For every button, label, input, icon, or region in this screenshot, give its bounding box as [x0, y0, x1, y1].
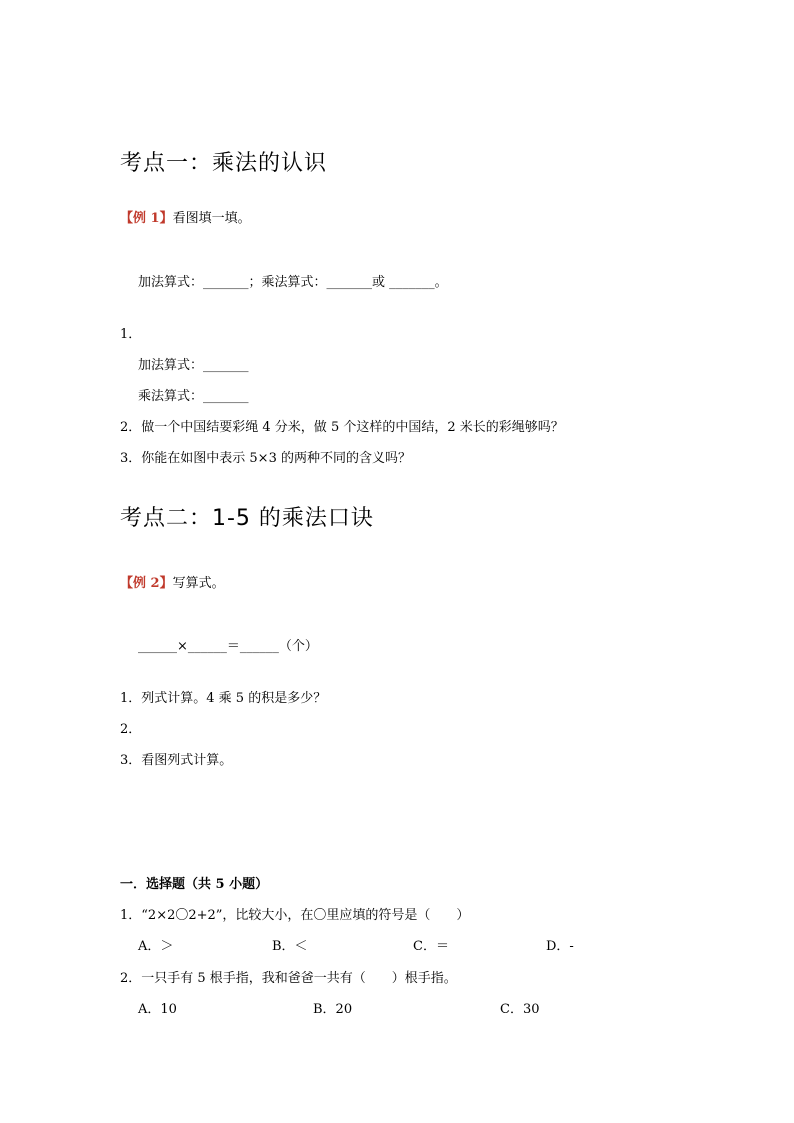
example1-fill-line: 加法算式：_______；乘法算式：_______或 _______。: [138, 275, 448, 290]
example2-line: [120, 572, 225, 591]
s1-q3: 3．你能在如图中表示 5×3 的两种不同的含义吗？: [120, 451, 411, 466]
example1-line: [120, 207, 251, 226]
example2-tag: 【例 2】: [120, 576, 173, 591]
section2-title: 考点二：1-5 的乘法口诀: [120, 506, 374, 531]
choice-q1-option-b: B．＜: [272, 939, 308, 954]
choice-q2: 2．一只手有 5 根手指，我和爸爸一共有（ ）根手指。: [120, 971, 457, 986]
example2-fill-line: ______×______＝______（个）: [138, 639, 318, 654]
s2-q3: 3．看图列式计算。: [120, 753, 233, 768]
choice-q2-option-b: B．20: [313, 1002, 353, 1017]
s2-q2: 2．: [120, 722, 142, 737]
choice-q2-option-c: C．30: [500, 1002, 540, 1017]
choice-q2-option-a: A．10: [138, 1002, 177, 1017]
choice-q1: 1．“2×2〇2+2”，比较大小，在〇里应填的符号是（ ）: [120, 908, 470, 923]
s1-q1-multiplication: 乘法算式：_______: [138, 389, 249, 404]
choice-q1-option-d: D．-: [546, 939, 574, 954]
s2-q1: 1．列式计算。4 乘 5 的积是多少？: [120, 691, 327, 706]
choice-q1-option-a: A．＞: [138, 939, 174, 954]
example1-tag: 【例 1】: [120, 211, 173, 226]
example2-text: 写算式。: [172, 576, 225, 591]
choice-q1-option-c: C．＝: [413, 939, 449, 954]
choice-heading: 一．选择题（共 5 小题）: [120, 877, 269, 892]
s1-q1-number: 1．: [120, 327, 142, 342]
example1-text: 看图填一填。: [172, 211, 251, 226]
s1-q2: 2．做一个中国结要彩绳 4 分米，做 5 个这样的中国结，2 米长的彩绳够吗？: [120, 420, 564, 435]
s1-q1-addition: 加法算式：_______: [138, 358, 249, 373]
section1-title: 考点一：乘法的认识: [120, 151, 328, 176]
